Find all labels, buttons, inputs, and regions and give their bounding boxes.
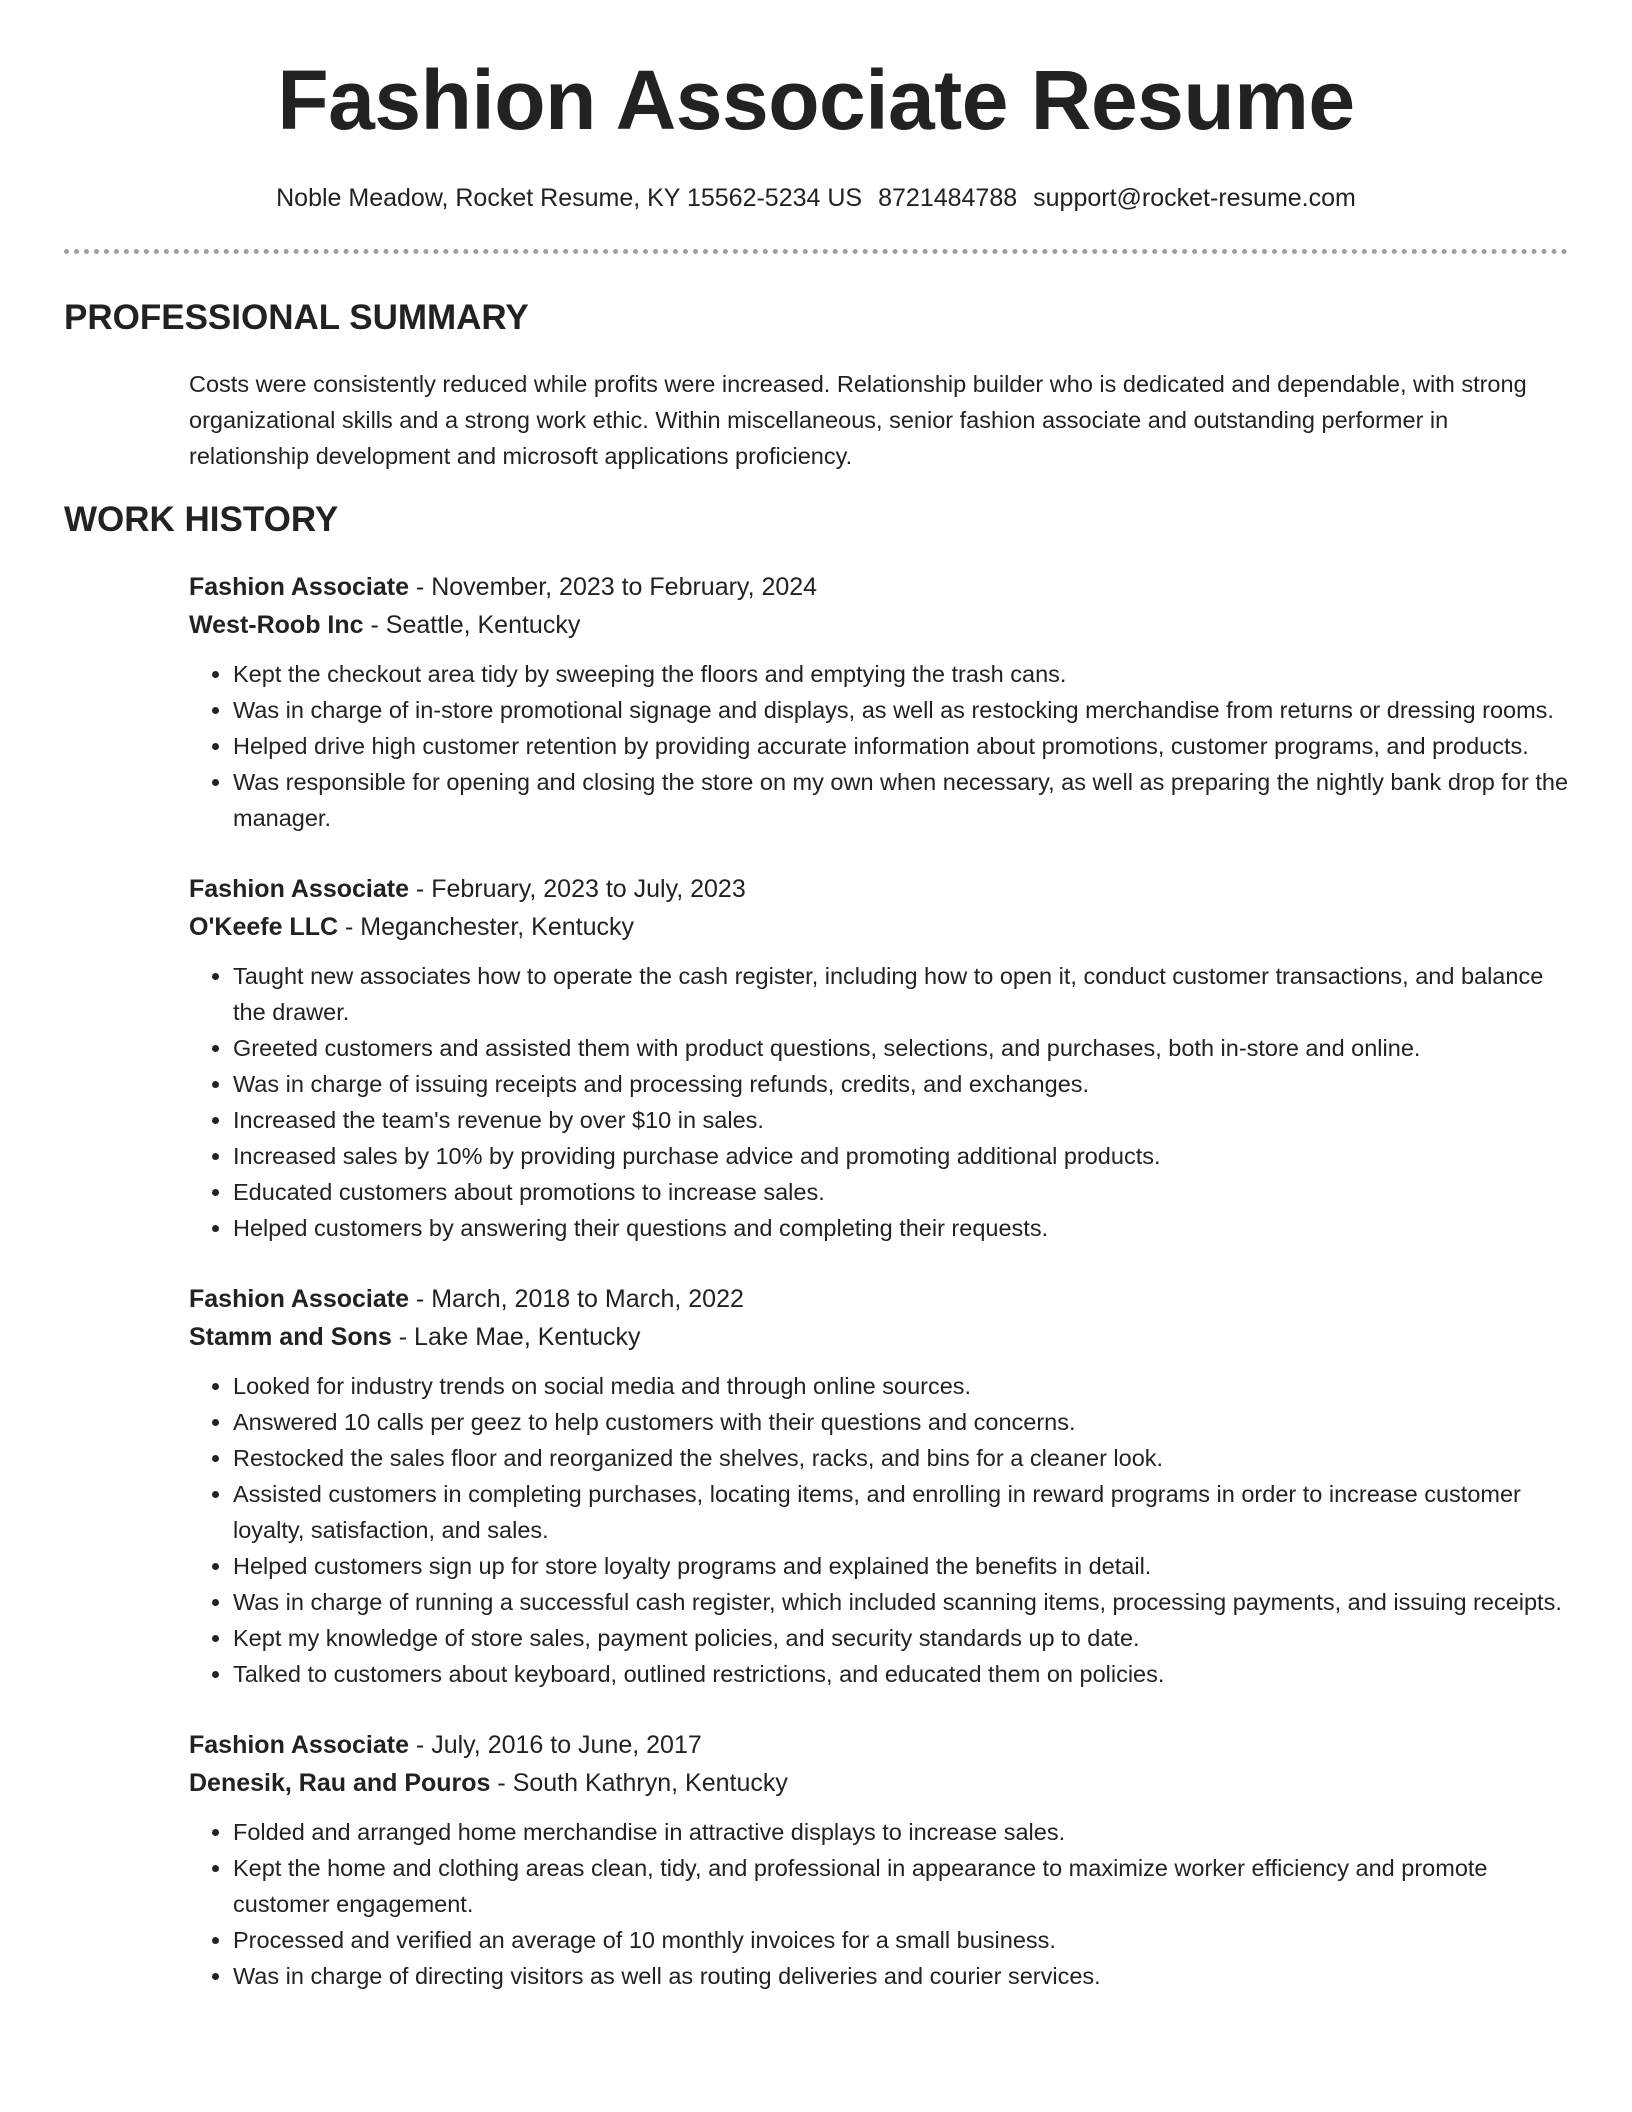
job-bullet: • Restocked the sales floor and reorganized the shelves, racks, and bins for a cleaner look. (233, 1440, 1569, 1476)
job-location: Seattle, Kentucky (385, 611, 581, 639)
job-title-line (189, 870, 1569, 908)
separator: - (408, 875, 432, 903)
contact-info (0, 180, 1632, 216)
job-company: O'Keefe LLC (189, 913, 339, 941)
job-entry (189, 1726, 1569, 1994)
job-entry (189, 568, 1569, 836)
job-dates: July, 2016 to June, 2017 (431, 1731, 702, 1759)
job-bullet: • Talked to customers about keyboard, outlined restrictions, and educated them on policies. (233, 1656, 1569, 1692)
job-location: South Kathryn, Kentucky (512, 1769, 788, 1797)
resume-title: Fashion Associate Resume (277, 53, 1355, 147)
job-company-line (189, 908, 1569, 946)
job-bullet: • Increased sales by 10% by providing purchase advice and promoting additional products. (233, 1138, 1569, 1174)
job-bullet: • Processed and verified an average of 10 monthly invoices for a small business. (233, 1922, 1569, 1958)
header-divider (64, 249, 1568, 254)
separator: - (408, 1285, 432, 1313)
separator: - (338, 913, 361, 941)
job-bullets (189, 1814, 1569, 1994)
job-bullet: • Was in charge of issuing receipts and processing refunds, credits, and exchanges. (233, 1066, 1569, 1102)
separator: - (408, 573, 432, 601)
job-company-line (189, 606, 1569, 644)
job-bullet: • Was in charge of directing visitors as well as routing deliveries and courier services. (233, 1958, 1569, 1994)
separator: - (408, 1731, 432, 1759)
summary-heading: PROFESSIONAL SUMMARY (64, 298, 529, 337)
job-bullet: • Helped drive high customer retention by providing accurate information about promotions, customer programs, and products. (233, 728, 1569, 764)
job-location: Lake Mae, Kentucky (414, 1323, 641, 1351)
job-bullet: • Educated customers about promotions to increase sales. (233, 1174, 1569, 1210)
job-company: Stamm and Sons (189, 1323, 392, 1351)
job-bullets (189, 656, 1569, 836)
job-title: Fashion Associate (189, 1285, 409, 1313)
job-company-line (189, 1764, 1569, 1802)
job-company-line (189, 1318, 1569, 1356)
job-bullet: • Taught new associates how to operate the cash register, including how to open it, conduct customer transactions, and balance the drawer. (233, 958, 1569, 1030)
job-bullets (189, 1368, 1569, 1692)
job-dates: November, 2023 to February, 2024 (431, 573, 818, 601)
separator: - (363, 611, 386, 639)
job-entry (189, 1280, 1569, 1692)
job-bullet: • Answered 10 calls per geez to help customers with their questions and concerns. (233, 1404, 1569, 1440)
contact-address: Noble Meadow, Rocket Resume, KY 15562-5234 US (276, 184, 863, 212)
job-title-line (189, 568, 1569, 606)
job-bullet: • Looked for industry trends on social media and through online sources. (233, 1368, 1569, 1404)
job-title: Fashion Associate (189, 1731, 409, 1759)
job-bullet: • Was in charge of running a successful cash register, which included scanning items, processing payments, and issuing receipts. (233, 1584, 1569, 1620)
separator: - (391, 1323, 415, 1351)
job-entry (189, 870, 1569, 1246)
job-title-line (189, 1726, 1569, 1764)
job-title: Fashion Associate (189, 573, 409, 601)
job-bullet: • Helped customers by answering their questions and completing their requests. (233, 1210, 1569, 1246)
job-bullet: • Kept my knowledge of store sales, payment policies, and security standards up to date. (233, 1620, 1569, 1656)
work-history-list (189, 568, 1569, 2028)
job-bullet: • Increased the team's revenue by over $10 in sales. (233, 1102, 1569, 1138)
job-bullet: • Was in charge of in-store promotional signage and displays, as well as restocking merchandise from returns or dressing rooms. (233, 692, 1569, 728)
job-bullet: • Folded and arranged home merchandise in attractive displays to increase sales. (233, 1814, 1569, 1850)
summary-text: Costs were consistently reduced while profits were increased. Relationship builder who is dedicated and dependable, with strong organizational skills and a strong work ethic. Within miscellaneous, senior fashion associate and outstanding performer in relationship development and microsoft applications proficiency. (189, 371, 1527, 469)
contact-email: support@rocket-resume.com (1033, 184, 1356, 212)
job-company: West-Roob Inc (189, 611, 364, 639)
job-location: Meganchester, Kentucky (360, 913, 635, 941)
job-bullet: • Helped customers sign up for store loyalty programs and explained the benefits in detail. (233, 1548, 1569, 1584)
job-bullet: • Kept the home and clothing areas clean, tidy, and professional in appearance to maximize worker efficiency and promote customer engagement. (233, 1850, 1569, 1922)
job-title-line (189, 1280, 1569, 1318)
job-dates: February, 2023 to July, 2023 (431, 875, 746, 903)
work-history-heading: WORK HISTORY (64, 500, 339, 539)
contact-phone: 8721484788 (878, 184, 1018, 212)
job-bullet: • Kept the checkout area tidy by sweeping the floors and emptying the trash cans. (233, 656, 1569, 692)
job-bullets (189, 958, 1569, 1246)
job-bullet: • Assisted customers in completing purchases, locating items, and enrolling in reward programs in order to increase customer loyalty, satisfaction, and sales. (233, 1476, 1569, 1548)
job-dates: March, 2018 to March, 2022 (431, 1285, 744, 1313)
job-company: Denesik, Rau and Pouros (189, 1769, 491, 1797)
job-title: Fashion Associate (189, 875, 409, 903)
job-bullet: • Greeted customers and assisted them with product questions, selections, and purchases, both in-store and online. (233, 1030, 1569, 1066)
separator: - (490, 1769, 513, 1797)
job-bullet: • Was responsible for opening and closing the store on my own when necessary, as well as preparing the nightly bank drop for the manager. (233, 764, 1569, 836)
